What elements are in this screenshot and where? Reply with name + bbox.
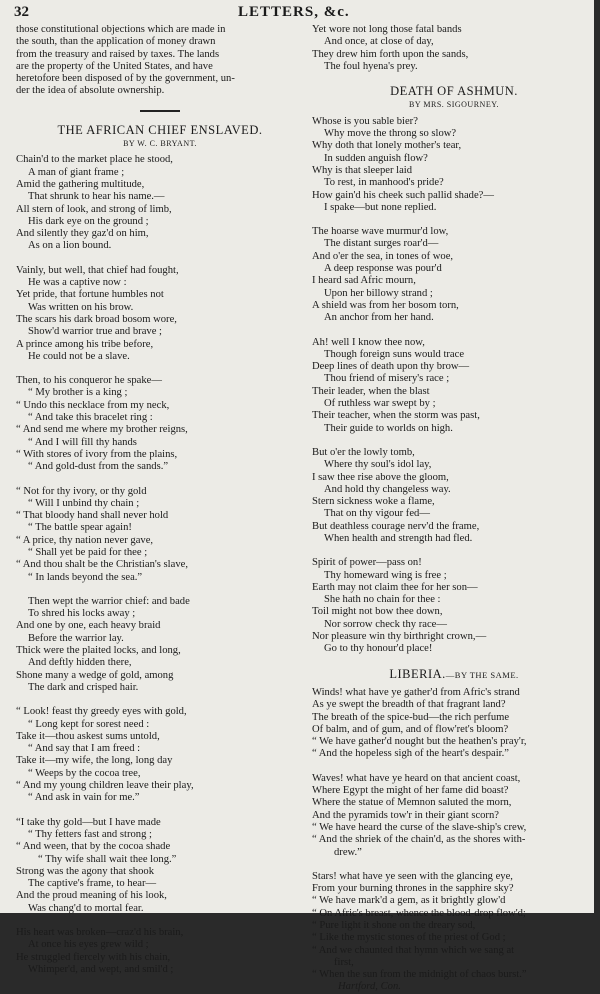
verse-line: He struggled fiercely with his chain, (16, 951, 171, 963)
verse-line: Stern sickness woke a flame, (312, 496, 435, 508)
verse-line: “ With stores of ivory from the plains, (16, 448, 178, 460)
verse-line: Though foreign suns would trace (324, 348, 465, 360)
verse-line: Nor sorrow check thy race— (324, 618, 447, 630)
verse-line: “ We have mark'd a gem, as it brightly glow'd (312, 895, 506, 907)
verse-line: Vainly, but well, that chief had fought, (16, 264, 179, 276)
verse-line: The dark and crisped hair. (28, 681, 139, 693)
verse-line: Before the warrior lay. (28, 632, 124, 644)
verse-line: But deathless courage nerv'd the frame, (312, 520, 480, 532)
verse-line: “ Thy fetters fast and strong ; (28, 828, 152, 840)
verse-line: “ And I will fill thy hands (28, 436, 137, 448)
poem-stanza (312, 871, 596, 982)
verse-line: drew.” (334, 846, 362, 858)
verse-line: Where thy soul's idol lay, (324, 459, 432, 471)
poem-stanza (16, 706, 304, 804)
verse-line: Thy homeward wing is free ; (324, 569, 447, 581)
verse-line: “I take thy gold—but I have made (16, 816, 161, 828)
verse-line: “ And say that I am freed : (28, 743, 141, 755)
verse-line: All stern of look, and strong of limb, (16, 203, 172, 215)
verse-line: “ And we chaunted that hymn which we sang at (312, 944, 515, 956)
poem-title: THE AFRICAN CHIEF ENSLAVED. (57, 122, 263, 137)
verse-line: “ And take this bracelet ring : (28, 412, 153, 424)
verse-line: “ Long kept for sorest need : (28, 718, 150, 730)
verse-line: His heart was broken—craz'd his brain, (16, 927, 184, 938)
verse-line: “ And the hopeless sigh of the heart's despair.” (312, 748, 509, 760)
page-number: 32 (14, 4, 29, 20)
verse-line: “ The battle spear again! (28, 522, 132, 534)
verse-line: That shrunk to hear his name.— (28, 191, 165, 203)
verse-line: “ Thy wife shall wait thee long.” (38, 853, 177, 865)
verse-line: And one by one, each heavy braid (16, 620, 161, 632)
verse-line: Strong was the agony that shook (16, 865, 154, 877)
verse-line: Stars! what have ye seen with the glancing eye, (312, 870, 513, 882)
verse-line: A deep response was pour'd (324, 263, 442, 275)
verse-line: Thou friend of misery's race ; (324, 373, 450, 385)
verse-line: “ Shall yet be paid for thee ; (28, 546, 148, 558)
verse-line: “ And ask in vain for me.” (28, 792, 140, 804)
poem-stanza (16, 486, 304, 584)
verse-line: “ In lands beyond the sea.” (28, 571, 143, 583)
verse-line: “ We have heard the curse of the slave-ship's crew, (312, 821, 527, 833)
spacer (16, 363, 304, 375)
verse-line: The hoarse wave murmur'd low, (312, 226, 449, 238)
verse-line: Yet wore not long those fatal bands (312, 24, 462, 35)
verse-line: “ And my young children leave their play, (16, 780, 194, 792)
verse-line: Nor pleasure win thy birthright crown,— (312, 631, 487, 643)
verse-line: I heard sad Afric mourn, (312, 275, 416, 287)
prose-line: the south, than the application of money drawn (16, 36, 216, 48)
verse-line: Then wept the warrior chief: and bade (28, 595, 190, 607)
verse-line: He was a captive now : (28, 277, 127, 289)
verse-line: “ When the sun from the midnight of chaos burst.” (312, 969, 527, 981)
prose-line: heretofore been disposed of by the government, un- (16, 73, 235, 85)
verse-line: Deep lines of death upon thy brow— (312, 361, 470, 373)
poem-stanza (16, 375, 304, 473)
poem-stanza (312, 773, 596, 859)
verse-line: The foul hyena's prey. (324, 60, 418, 72)
verse-line: Why is that sleeper laid (312, 164, 413, 176)
verse-line: “ And gold-dust from the sands.” (28, 461, 169, 473)
verse-line: Upon her billowy strand ; (324, 287, 433, 299)
verse-line: “ My brother is a king ; (28, 387, 128, 399)
verse-line: first, (334, 956, 354, 968)
spacer (312, 859, 596, 871)
spacer (16, 474, 304, 486)
verse-line: Where Egypt the might of her fame did boast? (312, 785, 509, 797)
verse-line: And deftly hidden there, (28, 657, 132, 669)
verse-line: Earth may not claim thee for her son— (312, 581, 478, 593)
verse-line: The breath of the spice-bud—the rich perfume (312, 711, 510, 723)
poem-stanza (312, 687, 596, 761)
verse-line: Of balm, and of gum, and of flow'ret's bloom? (312, 723, 509, 735)
verse-line: He could not be a slave. (28, 350, 130, 362)
poem-stanza (312, 337, 596, 435)
spacer (312, 435, 596, 447)
spacer (16, 112, 304, 124)
page-header (0, 2, 594, 24)
verse-line: Their leader, when the blast (312, 385, 430, 397)
spacer (16, 915, 304, 927)
verse-line: At once his eyes grew wild ; (28, 939, 149, 951)
signature: Hartford, Con. (338, 981, 401, 993)
verse-line: Was written on his brow. (28, 301, 134, 313)
poem-title-text: LIBERIA. (389, 666, 446, 681)
verse-line: Toil might not bow thee down, (312, 606, 443, 618)
spacer (16, 805, 304, 817)
poem-stanza (16, 927, 304, 976)
verse-line: “ That bloody hand shall never hold (16, 510, 169, 522)
verse-line: Why move the throng so slow? (324, 128, 457, 140)
poem-stanza (16, 817, 304, 915)
verse-line: “ Weeps by the cocoa tree, (28, 767, 141, 779)
verse-line: The distant surges roar'd— (324, 238, 439, 250)
verse-line: How gain'd his cheek such pallid shade?— (312, 189, 494, 201)
verse-line: Waves! what have ye heard on that ancient coast, (312, 772, 521, 784)
verse-line: And silently they gaz'd on him, (16, 228, 149, 240)
spacer (312, 761, 596, 773)
verse-line: Take it—my wife, the long, long day (16, 755, 173, 767)
spacer (312, 214, 596, 226)
verse-line: Whose is you sable bier? (312, 115, 418, 127)
spacer (312, 545, 596, 557)
verse-line: Where the statue of Memnon saluted the morn, (312, 797, 512, 809)
verse-line: A shield was from her bosom torn, (312, 299, 459, 311)
spacer (312, 656, 596, 668)
verse-line: And o'er the sea, in tones of woe, (312, 250, 454, 262)
prose-line: those constitutional objections which are made in (16, 24, 226, 35)
poem-stanza (16, 154, 304, 252)
spacer (16, 253, 304, 265)
verse-line: Amid the gathering multitude, (16, 178, 145, 190)
verse-line: And the pyramids tow'r in their giant scorn? (312, 809, 499, 821)
verse-line: “ Undo this necklace from my neck, (16, 399, 170, 411)
verse-line: Shone many a wedge of gold, among (16, 669, 174, 681)
verse-line: A prince among his tribe before, (16, 338, 154, 350)
verse-line: In sudden anguish flow? (324, 152, 428, 164)
verse-line: “ And thou shalt be the Christian's slave, (16, 559, 188, 571)
poem-stanza (312, 116, 596, 214)
verse-line: From your burning thrones in the sapphire sky? (312, 883, 514, 895)
verse-line: Chain'd to the market place he stood, (16, 154, 173, 166)
verse-line: “ Pure light it shone on the dreary sod, (312, 920, 476, 931)
verse-line: “ Not for thy ivory, or thy gold (16, 485, 147, 497)
verse-line: That on thy vigour fed— (324, 508, 430, 520)
verse-line: Show'd warrior true and brave ; (28, 326, 162, 338)
verse-line: But o'er the lowly tomb, (312, 446, 415, 458)
running-title: LETTERS, &c. (238, 4, 350, 20)
verse-line: “ And the shriek of the chain'd, as the shores with- (312, 834, 526, 846)
verse-line: Winds! what have ye gather'd from Afric's strand (312, 686, 520, 698)
verse-line: “ We have gather'd nought but the heathen's pray'r, (312, 736, 527, 748)
verse-line: “ A price, thy nation never gave, (16, 534, 154, 546)
verse-line: When health and strength had fled. (324, 532, 473, 544)
verse-line: I spake—but none replied. (324, 201, 437, 213)
verse-line: To shred his locks away ; (28, 608, 136, 620)
spacer (16, 694, 304, 706)
verse-line: Ah! well I know thee now, (312, 336, 425, 348)
spacer (312, 325, 596, 337)
verse-line: An anchor from her hand. (324, 312, 434, 324)
verse-line: She hath no chain for thee : (324, 594, 441, 606)
poem-stanza (312, 557, 596, 655)
poem-stanza (312, 447, 596, 545)
verse-line: Was chang'd to mortal fear. (28, 902, 144, 914)
verse-line: And hold thy changeless way. (324, 483, 451, 495)
poem-author: —BY THE SAME. (445, 669, 519, 680)
verse-line: The captive's frame, to hear— (28, 878, 157, 890)
poem-title: DEATH OF ASHMUN. (390, 84, 518, 99)
verse-line: Of ruthless war swept by ; (324, 398, 436, 410)
verse-line: A man of giant frame ; (28, 166, 125, 178)
verse-line: “ On Afric's breast, whence the blood-drop flow'd; (312, 907, 526, 919)
poem-stanza (312, 226, 596, 324)
poem-title (312, 668, 596, 681)
verse-line: Why doth that lonely mother's tear, (312, 140, 462, 152)
verse-line: “ Look! feast thy greedy eyes with gold, (16, 706, 187, 718)
verse-line: “ And send me where my brother reigns, (16, 424, 188, 436)
verse-line: Take it—thou askest sums untold, (16, 730, 160, 742)
poem-author: BY W. C. BRYANT. (123, 139, 197, 149)
verse-line: “ And ween, that by the cocoa shade (16, 841, 171, 853)
prose-line: are the property of the United States, and have (16, 60, 213, 72)
prose-line: der the idea of absolute ownership. (16, 85, 165, 97)
verse-line: As on a lion bound. (28, 240, 112, 252)
poem-stanza (16, 265, 304, 363)
verse-line: I saw thee rise above the gloom, (312, 471, 449, 483)
poem-stanza (16, 596, 304, 694)
spacer (16, 584, 304, 596)
verse-line: Spirit of power—pass on! (312, 557, 422, 569)
verse-line: And once, at close of day, (324, 36, 434, 48)
verse-line: Their guide to worlds on high. (324, 422, 453, 434)
verse-line: As ye swept the breadth of that fragrant land? (312, 699, 506, 711)
verse-line: Their teacher, when the storm was past, (312, 410, 480, 422)
left-column (16, 24, 304, 976)
verse-line: The scars his dark broad bosom wore, (16, 313, 177, 325)
verse-line: Go to thy honour'd place! (324, 643, 433, 655)
verse-line: Whimper'd, and wept, and smil'd ; (28, 963, 174, 975)
spacer (16, 98, 304, 110)
verse-line: Yet pride, that fortune humbles not (16, 289, 164, 301)
verse-line: “ Will I unbind thy chain ; (28, 497, 140, 509)
poem-author: BY MRS. SIGOURNEY. (409, 100, 499, 110)
verse-line: His dark eye on the ground ; (28, 215, 149, 227)
verse-line: Then, to his conqueror he spake— (16, 375, 162, 387)
verse-line: And the proud meaning of his look, (16, 890, 167, 902)
verse-line: They drew him forth upon the sands, (312, 48, 469, 60)
verse-line: To rest, in manhood's pride? (324, 177, 444, 189)
verse-line: Thick were the plaited locks, and long, (16, 645, 181, 657)
prose-line: from the treasury and raised by taxes. The lands (16, 48, 220, 60)
right-column (312, 24, 596, 994)
verse-line: “ Like the mystic stones of the priest of God ; (312, 932, 506, 944)
